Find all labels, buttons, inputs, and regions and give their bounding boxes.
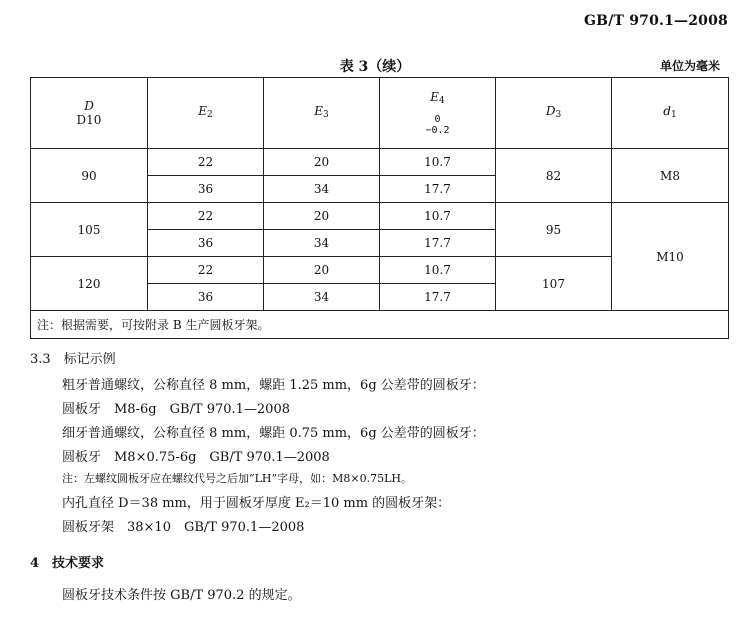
header-D3 [496,78,612,149]
cell-D: 90 [31,149,148,203]
holder-marking: 圆板牙架 38×10 GB/T 970.1—2008 [62,520,305,535]
header-E4-tol-upper: 0 [434,114,441,125]
cell-D3: 82 [496,149,612,203]
header-E2-sub: 2 [207,110,213,120]
header-E4-tol-lower: −0.2 [425,125,450,136]
header-D10-label: D10 [76,113,102,127]
header-D-label: D [84,99,94,113]
cell-E4: 17.7 [380,176,496,203]
header-E4 [380,78,496,149]
header-d1-sub: 1 [670,110,677,120]
table-row [31,203,729,230]
table-note: 注：根据需要，可按附录 B 生产圆板牙架。 [31,311,729,339]
cell-E4: 10.7 [380,149,496,176]
cell-D: 105 [31,203,148,257]
cell-E2: 22 [148,257,264,284]
spec-table [30,77,729,339]
header-E3 [264,78,380,149]
header-E4-main: E [430,90,440,104]
cell-D3: 95 [496,203,612,257]
cell-E2: 36 [148,176,264,203]
header-E3-sub: 3 [323,110,329,120]
table-title: 表 3（续） [339,59,411,75]
cell-E3: 34 [264,230,380,257]
cell-E3: 20 [264,257,380,284]
cell-E4: 17.7 [380,230,496,257]
cell-E3: 20 [264,203,380,230]
header-E2 [148,78,264,149]
section-3-3-heading: 3.3 标记示例 [30,352,116,367]
cell-d1: M8 [612,149,729,203]
left-thread-note: 注：左螺纹圆板牙应在螺纹代号之后加“LH”字母，如：M8×0.75LH。 [62,472,413,485]
marking-line-2: 圆板牙 M8-6g GB/T 970.1—2008 [62,402,290,417]
marking-line-1: 粗牙普通螺纹，公称直径 8 mm，螺距 1.25 mm，6g 公差带的圆板牙： [62,378,485,393]
header-d1-main: d [663,104,671,118]
cell-d1: M10 [612,203,729,311]
section-4-text: 圆板牙技术条件按 GB/T 970.2 的规定。 [62,588,301,603]
marking-line-4: 圆板牙 M8×0.75-6g GB/T 970.1—2008 [62,450,330,465]
header-d1 [612,78,729,149]
cell-E4: 17.7 [380,284,496,311]
cell-D: 120 [31,257,148,311]
table-header-row [31,78,729,149]
cell-E2: 36 [148,284,264,311]
header-E2-main: E [198,104,208,118]
cell-D3: 107 [496,257,612,311]
cell-E2: 36 [148,230,264,257]
cell-E2: 22 [148,203,264,230]
cell-E3: 34 [264,284,380,311]
marking-line-3: 细牙普通螺纹，公称直径 8 mm，螺距 0.75 mm，6g 公差带的圆板牙： [62,426,485,441]
cell-E2: 22 [148,149,264,176]
standard-code: GB/T 970.1—2008 [584,13,728,29]
section-4-heading: 4 技术要求 [30,556,105,571]
cell-E4: 10.7 [380,257,496,284]
table-row [31,149,729,176]
cell-E3: 34 [264,176,380,203]
header-D [31,78,148,149]
table-note-row [31,311,729,339]
unit-note: 单位为毫米 [659,59,720,73]
cell-E3: 20 [264,149,380,176]
header-E4-sub: 4 [439,96,445,106]
header-D3-main: D [545,104,556,118]
cell-E4: 10.7 [380,203,496,230]
header-E3-main: E [314,104,324,118]
holder-description: 内孔直径 D＝38 mm，用于圆板牙厚度 E₂＝10 mm 的圆板牙架： [62,496,451,511]
header-D3-sub: 3 [555,110,562,120]
